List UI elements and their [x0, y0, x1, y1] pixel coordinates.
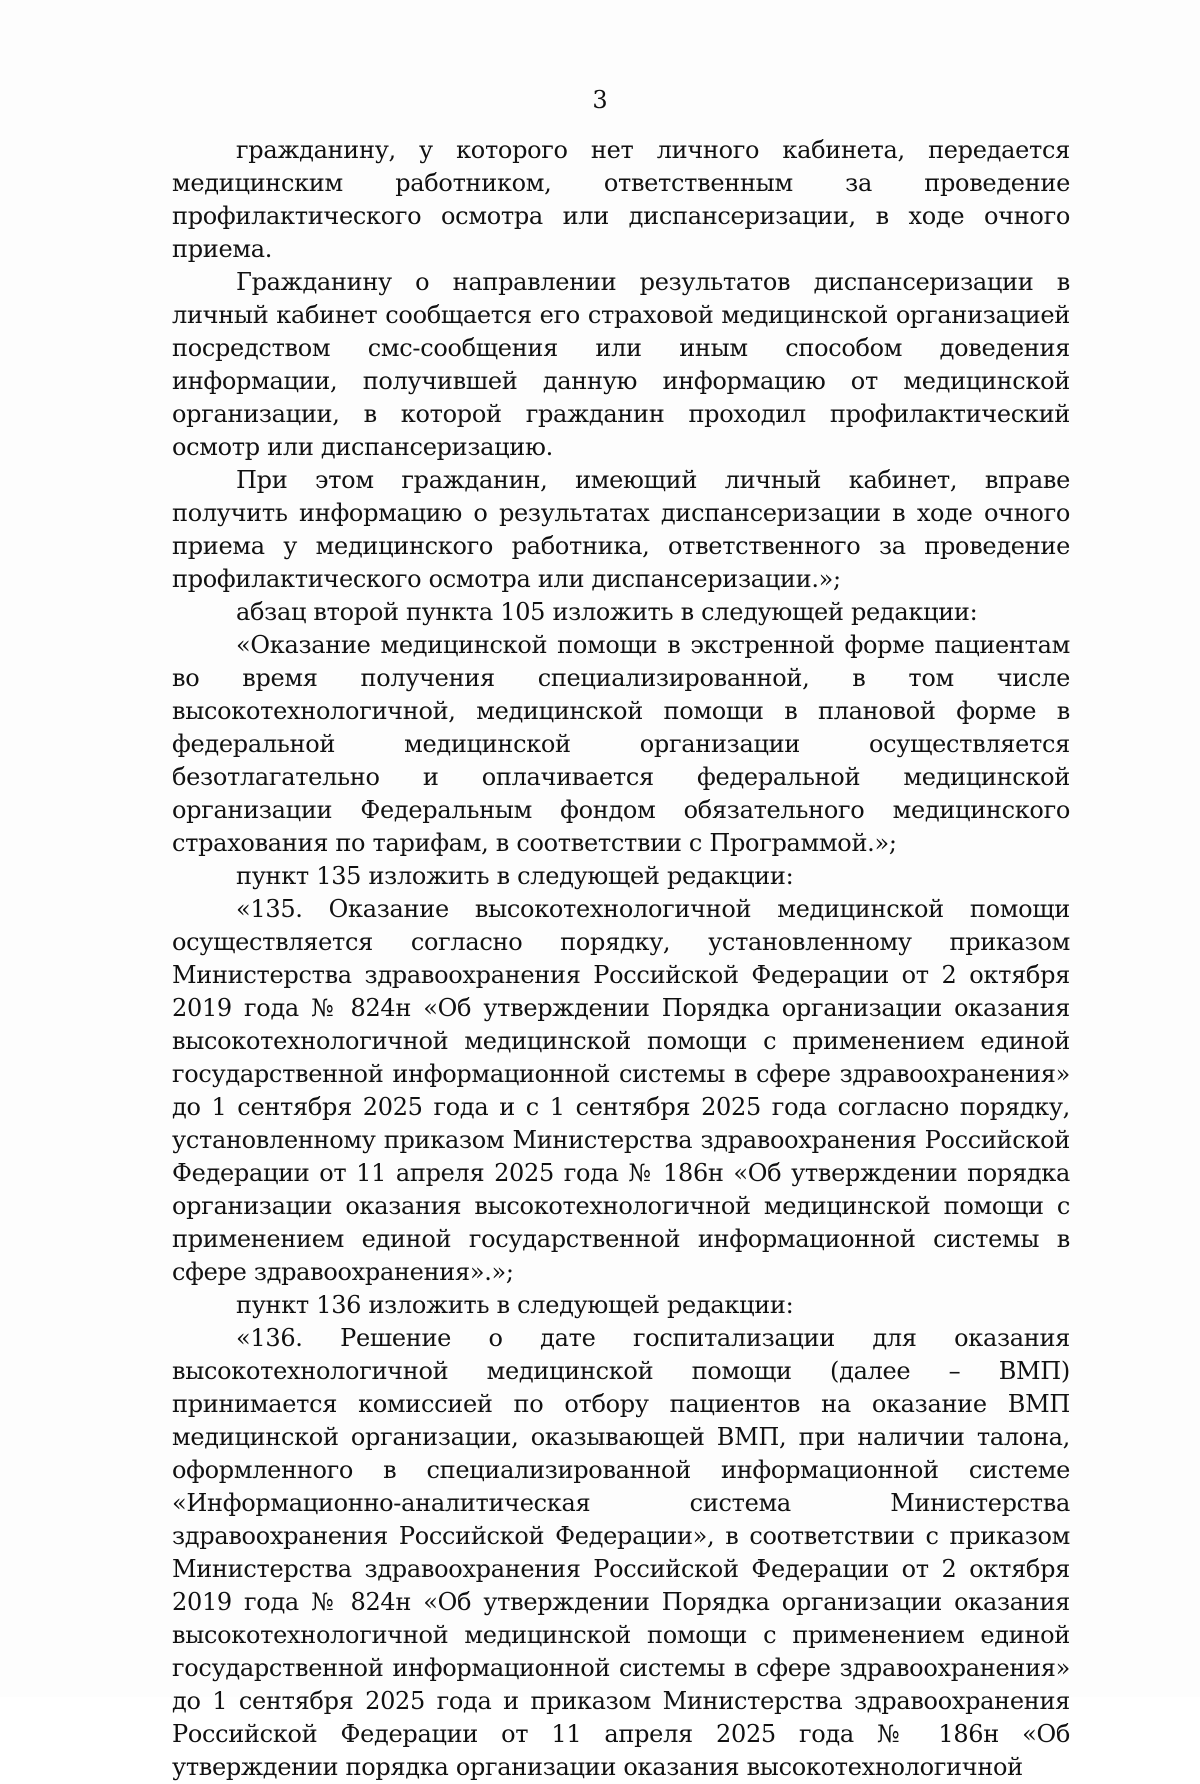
paragraph-instruction-136: пункт 136 изложить в следующей редакции: — [236, 1291, 794, 1319]
paragraph-text-105: «Оказание медицинской помощи в экстренной форме пациентам во время получения специализированной, в том числе высокотехнологичной, медицинской помощи в плановой форме в федеральной медицинской организации осуществляется безотлагательно и оплачивается федеральной медицинской организации Федеральным фондом обязательного медицинского страхования по тарифам, в соответствии с Программой.»; — [172, 631, 1070, 857]
paragraph-continuation: гражданину, у которого нет личного кабинета, передается медицинским работником, ответственным за проведение профилактического осмотра или диспансеризации, в ходе очного приема. — [172, 136, 1070, 263]
document-body — [172, 134, 1070, 1784]
paragraph-text-135: «135. Оказание высокотехнологичной медицинской помощи осуществляется согласно порядку, установленному приказом Министерства здравоохранения Российской Федерации от 2 октября 2019 года № 824н «Об утверждении Порядка организации оказания высокотехнологичной медицинской помощи с применением единой государственной информационной системы в сфере здравоохранения» до 1 сентября 2025 года и с 1 сентября 2025 года согласно порядку, установленному приказом Министерства здравоохранения Российской Федерации от 11 апреля 2025 года № 186н «Об утверждении порядка организации оказания высокотехнологичной медицинской помощи с применением единой государственной информационной системы в сфере здравоохранения».»; — [172, 895, 1070, 1286]
paragraph-personal-account: При этом гражданин, имеющий личный кабинет, вправе получить информацию о результатах диспансеризации в ходе очного приема у медицинского работника, ответственного за проведение профилактического осмотра или диспансеризации.»; — [172, 466, 1070, 593]
paragraph-text-136: «136. Решение о дате госпитализации для оказания высокотехнологичной медицинской помощи (далее – ВМП) принимается комиссией по отбору пациентов на оказание ВМП медицинской организации, оказывающей ВМП, при наличии талона, оформленного в специализированной информационной системе «Информационно-аналитическая система Министерства здравоохранения Российской Федерации», в соответствии с приказом Министерства здравоохранения Российской Федерации от 2 октября 2019 года № 824н «Об утверждении Порядка организации оказания высокотехнологичной медицинской помощи с применением единой государственной информационной системы в сфере здравоохранения» до 1 сентября 2025 года и приказом Министерства здравоохранения Российской Федерации от 11 апреля 2025 года № 186н «Об утверждении порядка организации оказания высокотехнологичной — [172, 1324, 1070, 1781]
paragraph-instruction-135: пункт 135 изложить в следующей редакции: — [236, 862, 794, 890]
paragraph-instruction-105: абзац второй пункта 105 изложить в следующей редакции: — [236, 598, 978, 626]
page-number: 3 — [592, 86, 608, 114]
paragraph-notification: Гражданину о направлении результатов диспансеризации в личный кабинет сообщается его страховой медицинской организацией посредством смс-сообщения или иным способом доведения информации, получившей данную информацию от медицинской организации, в которой гражданин проходил профилактический осмотр или диспансеризацию. — [172, 268, 1070, 461]
